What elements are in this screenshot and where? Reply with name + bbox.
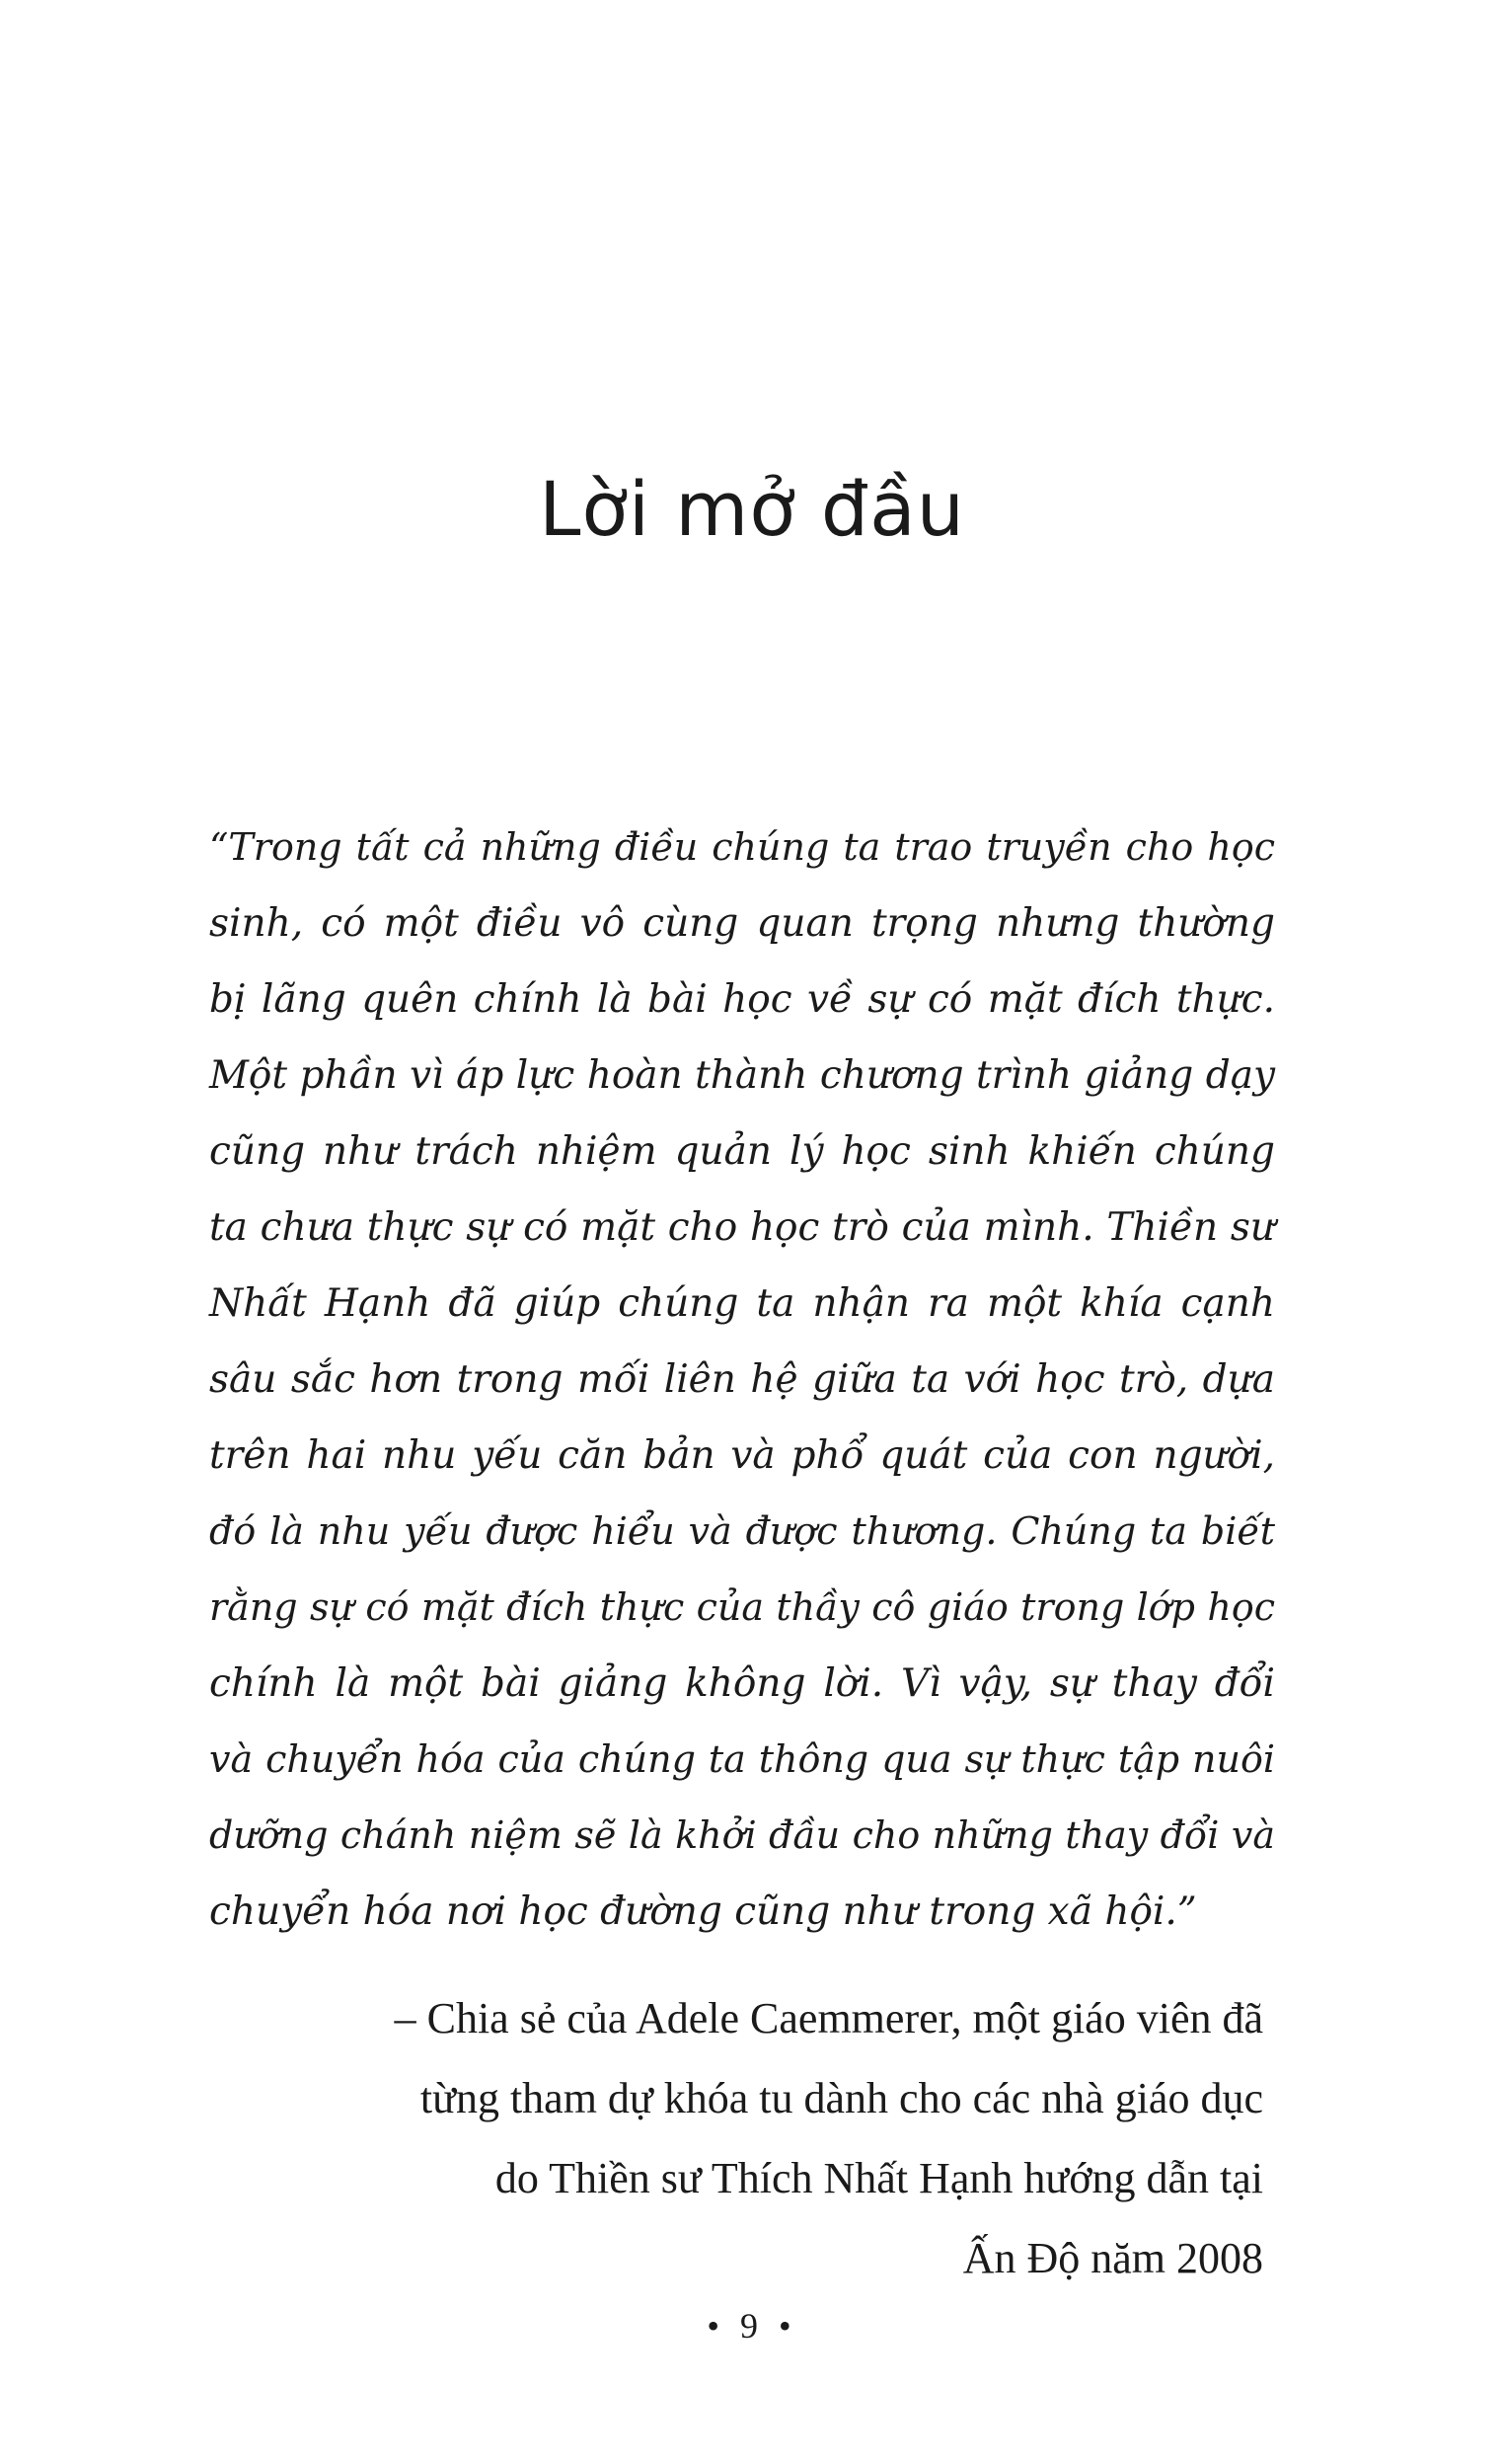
quote-line: Một phần vì áp lực hoàn thành chương trình giảng dạy [209,1053,1275,1098]
quote-line: sâu sắc hơn trong mối liên hệ giữa ta với học trò, dựa [209,1357,1275,1402]
quote-line: “Trong tất cả những điều chúng ta trao truyền cho học [209,825,1275,869]
quote-line: chính là một bài giảng không lời. Vì vậy, sự thay đổi [209,1661,1275,1706]
attribution-line: Ấn Độ năm 2008 [962,2234,1263,2282]
quote-line: ta chưa thực sự có mặt cho học trò của mình. Thiền sư [209,1205,1275,1250]
attribution-line: do Thiền sư Thích Nhất Hạnh hướng dẫn tại [494,2154,1263,2202]
quote-line: sinh, có một điều vô cùng quan trọng nhưng thường [209,901,1275,946]
page-number: • 9 • [707,2306,797,2346]
quote-line: Nhất Hạnh đã giúp chúng ta nhận ra một khía cạnh [209,1281,1275,1326]
quote-block [209,809,1275,1950]
quote-line: đó là nhu yếu được hiểu và được thương. Chúng ta biết [209,1509,1275,1553]
attribution-line: – Chia sẻ của Adele Caemmerer, một giáo viên đã [394,1994,1263,2042]
quote-line: dưỡng chánh niệm sẽ là khởi đầu cho những thay đổi và [209,1813,1275,1857]
attribution-block [237,1978,1263,2298]
quote-line: bị lãng quên chính là bài học về sự có mặt đích thực. [209,977,1275,1022]
quote-line: rằng sự có mặt đích thực của thầy cô giáo trong lớp học [209,1585,1275,1629]
quote-line: và chuyển hóa của chúng ta thông qua sự thực tập nuôi [209,1737,1275,1781]
chapter-title: Lời mở đầu [539,465,965,553]
quote-line: chuyển hóa nơi học đường cũng như trong xã hội.” [209,1889,1197,1934]
quote-line: cũng như trách nhiệm quản lý học sinh khiến chúng [209,1129,1275,1174]
quote-line: trên hai nhu yếu căn bản và phổ quát của con người, [209,1433,1275,1478]
attribution-line: từng tham dự khóa tu dành cho các nhà giáo dục [419,2074,1263,2122]
